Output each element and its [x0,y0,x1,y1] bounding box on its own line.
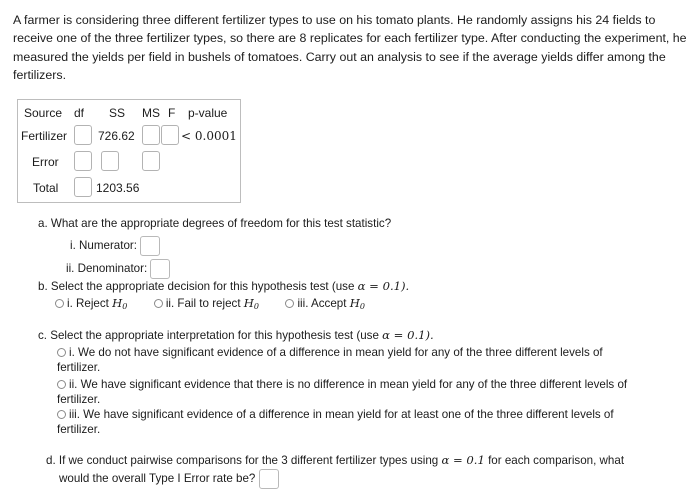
numerator-input[interactable] [140,236,160,256]
interpretation-option-2-line2: fertilizer. [57,393,101,406]
question-b-text: b. Select the appropriate decision for this hypothesis test (use [38,280,355,293]
decision-option-fail-label: ii. Fail to reject [165,297,241,310]
type-i-error-input[interactable] [259,469,279,489]
h0-symbol: H [349,296,360,310]
header-f: F [168,106,176,120]
fertilizer-ms-input[interactable] [142,125,160,145]
row-total-source: Total [33,181,59,195]
error-ms-input[interactable] [142,151,160,171]
question-d-text-1: d. If we conduct pairwise comparisons for the 3 different fertilizer types using [46,454,439,467]
h0-subscript: 0 [253,302,260,311]
h0-symbol: H [243,296,254,310]
question-b-alpha: α = 0.1). [357,279,410,293]
question-d-text-3: would the overall Type I Error rate be? [59,472,256,486]
decision-option-accept[interactable] [285,297,364,310]
question-d [46,453,624,468]
numerator-row [70,236,160,256]
interpretation-option-3-line1: iii. We have significant evidence of a difference in mean yield for at least one of the three different levels of [69,408,614,421]
header-df: df [74,106,85,120]
radio-icon[interactable] [285,299,294,308]
numerator-label: i. Numerator: [70,239,138,253]
h0-subscript: 0 [122,302,128,311]
question-c [38,328,434,343]
h0-symbol: H [112,296,123,310]
anova-table [17,99,241,203]
interpretation-option-3-line2: fertilizer. [57,423,101,436]
radio-icon[interactable] [57,348,66,357]
question-a: a. What are the appropriate degrees of freedom for this test statistic? [38,217,392,230]
header-p-value: p-value [188,106,228,120]
decision-option-accept-label: iii. Accept [297,297,347,310]
error-df-input[interactable] [74,151,92,171]
radio-icon[interactable] [154,299,163,308]
total-df-input[interactable] [74,177,92,197]
row-error-source: Error [32,155,59,169]
radio-icon[interactable] [57,410,66,419]
total-ss-value: 1203.56 [96,181,140,195]
decision-option-reject[interactable] [55,297,127,310]
fertilizer-ss-value: 726.62 [98,129,135,143]
decision-option-reject-label: i. Reject [67,297,109,310]
denominator-row [66,259,170,279]
fertilizer-df-input[interactable] [74,125,92,145]
radio-icon[interactable] [57,380,66,389]
decision-option-fail-to-reject[interactable] [154,297,259,310]
h0-subscript: 0 [359,302,365,311]
fertilizer-p-value: < 0.0001 [181,129,237,143]
decision-options [55,296,365,314]
question-d-line2 [59,469,279,489]
question-b [38,279,409,294]
question-c-alpha: α = 0.1). [382,328,434,342]
fertilizer-f-input[interactable] [161,125,179,145]
error-ss-input[interactable] [101,151,119,171]
interpretation-option-3[interactable] [57,407,687,437]
row-fertilizer-source: Fertilizer [21,129,68,143]
question-d-text-2: for each comparison, what [488,454,625,467]
header-ss: SS [109,106,126,120]
denominator-label: ii. Denominator: [66,262,148,276]
interpretation-option-2[interactable] [57,377,687,407]
interpretation-option-1-line2: fertilizer. [57,361,101,374]
problem-intro: A farmer is considering three different fertilizer types to use on his tomato plants. He randomly assigns his 24 fields to receive one of the three fertilizer types, so there are 8 replicates for each fertilizer type. After conducting the experiment, he measured the yields per field in bushels of tomatoes. Carry out an analysis to see if the average yields differ among the fertilizers. [13,13,687,83]
header-ms: MS [142,106,160,120]
radio-icon[interactable] [55,299,64,308]
question-c-text: c. Select the appropriate interpretation for this hypothesis test (use [38,329,379,342]
interpretation-option-1[interactable] [57,345,687,375]
denominator-input[interactable] [150,259,170,279]
question-d-alpha: α = 0.1 [441,453,485,467]
interpretation-option-2-line1: ii. We have significant evidence that there is no difference in mean yield for any of the three different levels of [69,378,628,391]
interpretation-option-1-line1: i. We do not have significant evidence of a difference in mean yield for any of the three different levels of [69,346,603,359]
header-source: Source [24,106,63,120]
